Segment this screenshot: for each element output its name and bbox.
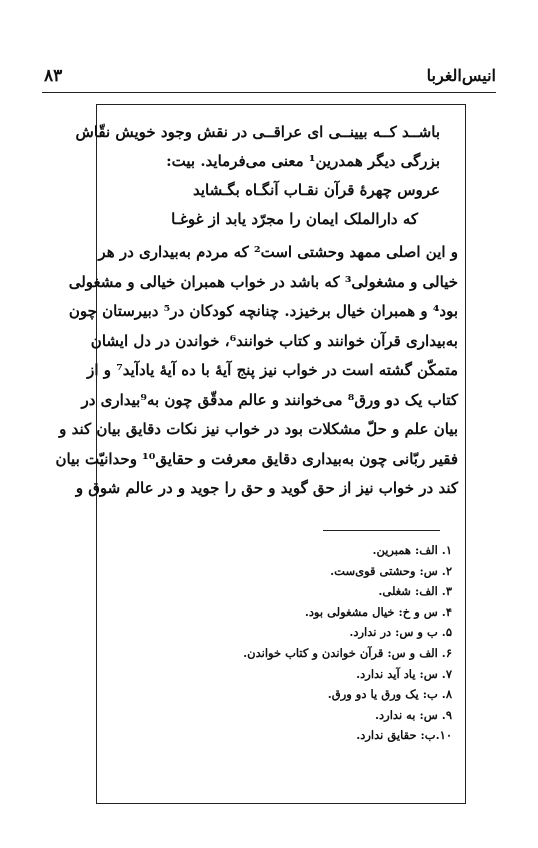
footnote: ۶. الف و س: قرآن خواندن و کتاب خواندن. (243, 645, 452, 660)
footnote: ۴. س و خ: خیال مشغولی بود. (304, 604, 452, 619)
paragraph-line: بود⁴ و همبران خیال برخیزد. چنانچه کودکان در⁵ دبیرستان چون (68, 302, 458, 320)
paragraph-line: به‌بیداری قرآن خوانند و کتاب خوانند⁶، خواندن در دل ایشان (90, 331, 458, 350)
footnote: ۵. ب و س: در ندارد. (349, 625, 452, 640)
verse-line: باشــد کــه بیینــی ای عراقــی در نقش وجود خویش نقّاش (75, 123, 440, 141)
paragraph-line: بیان علم و حلّ مشکلات بود در خواب نیز نکات دقایق بیان کند و (59, 420, 458, 438)
running-header: انیس‌الغربا (426, 66, 496, 85)
header-rule (42, 92, 496, 93)
footnotes (152, 540, 452, 746)
paragraph-line: خیالی و مشغولی³ که باشد در خواب همبران خیالی و مشغولی (68, 272, 458, 291)
paragraph-line: کند در خواب نیز از حق گوید و حق را جوید و در عالم شوق و (75, 479, 458, 497)
verse-line: که دارالملک ایمان را مجرّد یابد از غوغـا (171, 210, 418, 228)
footnote: ۲. س: وحشتی قوی‌ست. (330, 563, 452, 578)
page-number: ۸۳ (44, 66, 63, 86)
footnote: ۸. ب: یک ورق یا دو ورق. (327, 687, 452, 702)
footnote: ۱۰.ب: حقایق ندارد. (356, 728, 452, 743)
footnote: ۷. س: یاد آید ندارد. (356, 666, 452, 681)
paragraph-line: فقیر ربّانی چون به‌بیداری دقایق معرفت و حقایق¹⁰ وحدانیّت بیان (55, 449, 458, 468)
footnote: ۱. الف: همبرین. (372, 543, 452, 557)
footnote-rule (323, 530, 440, 531)
footnote: ۹. س: به ندارد. (375, 707, 452, 722)
footnote: ۳. الف: شغلی. (378, 584, 452, 599)
paragraph (55, 238, 458, 504)
paragraph-line: کتاب یک دو ورق⁸ می‌خوانند و عالم مدقّق چون به⁹بیداری در (81, 390, 458, 409)
verse-line: عروس چهرهٔ قرآن نقـاب آنگـاه بگـشاید (193, 181, 440, 199)
main-text (55, 118, 458, 504)
paragraph-line: و این اصلی ممهد وحشتی است² که مردم به‌بیداری در هر (98, 243, 458, 261)
verse-line: بزرگی دیگر همدرین¹ معنی می‌فرماید. بیت: (166, 152, 440, 170)
paragraph-line: متمکّن گشته است در خواب نیز پنج آیهٔ با ده آیهٔ یادآید⁷ و از (87, 361, 458, 379)
